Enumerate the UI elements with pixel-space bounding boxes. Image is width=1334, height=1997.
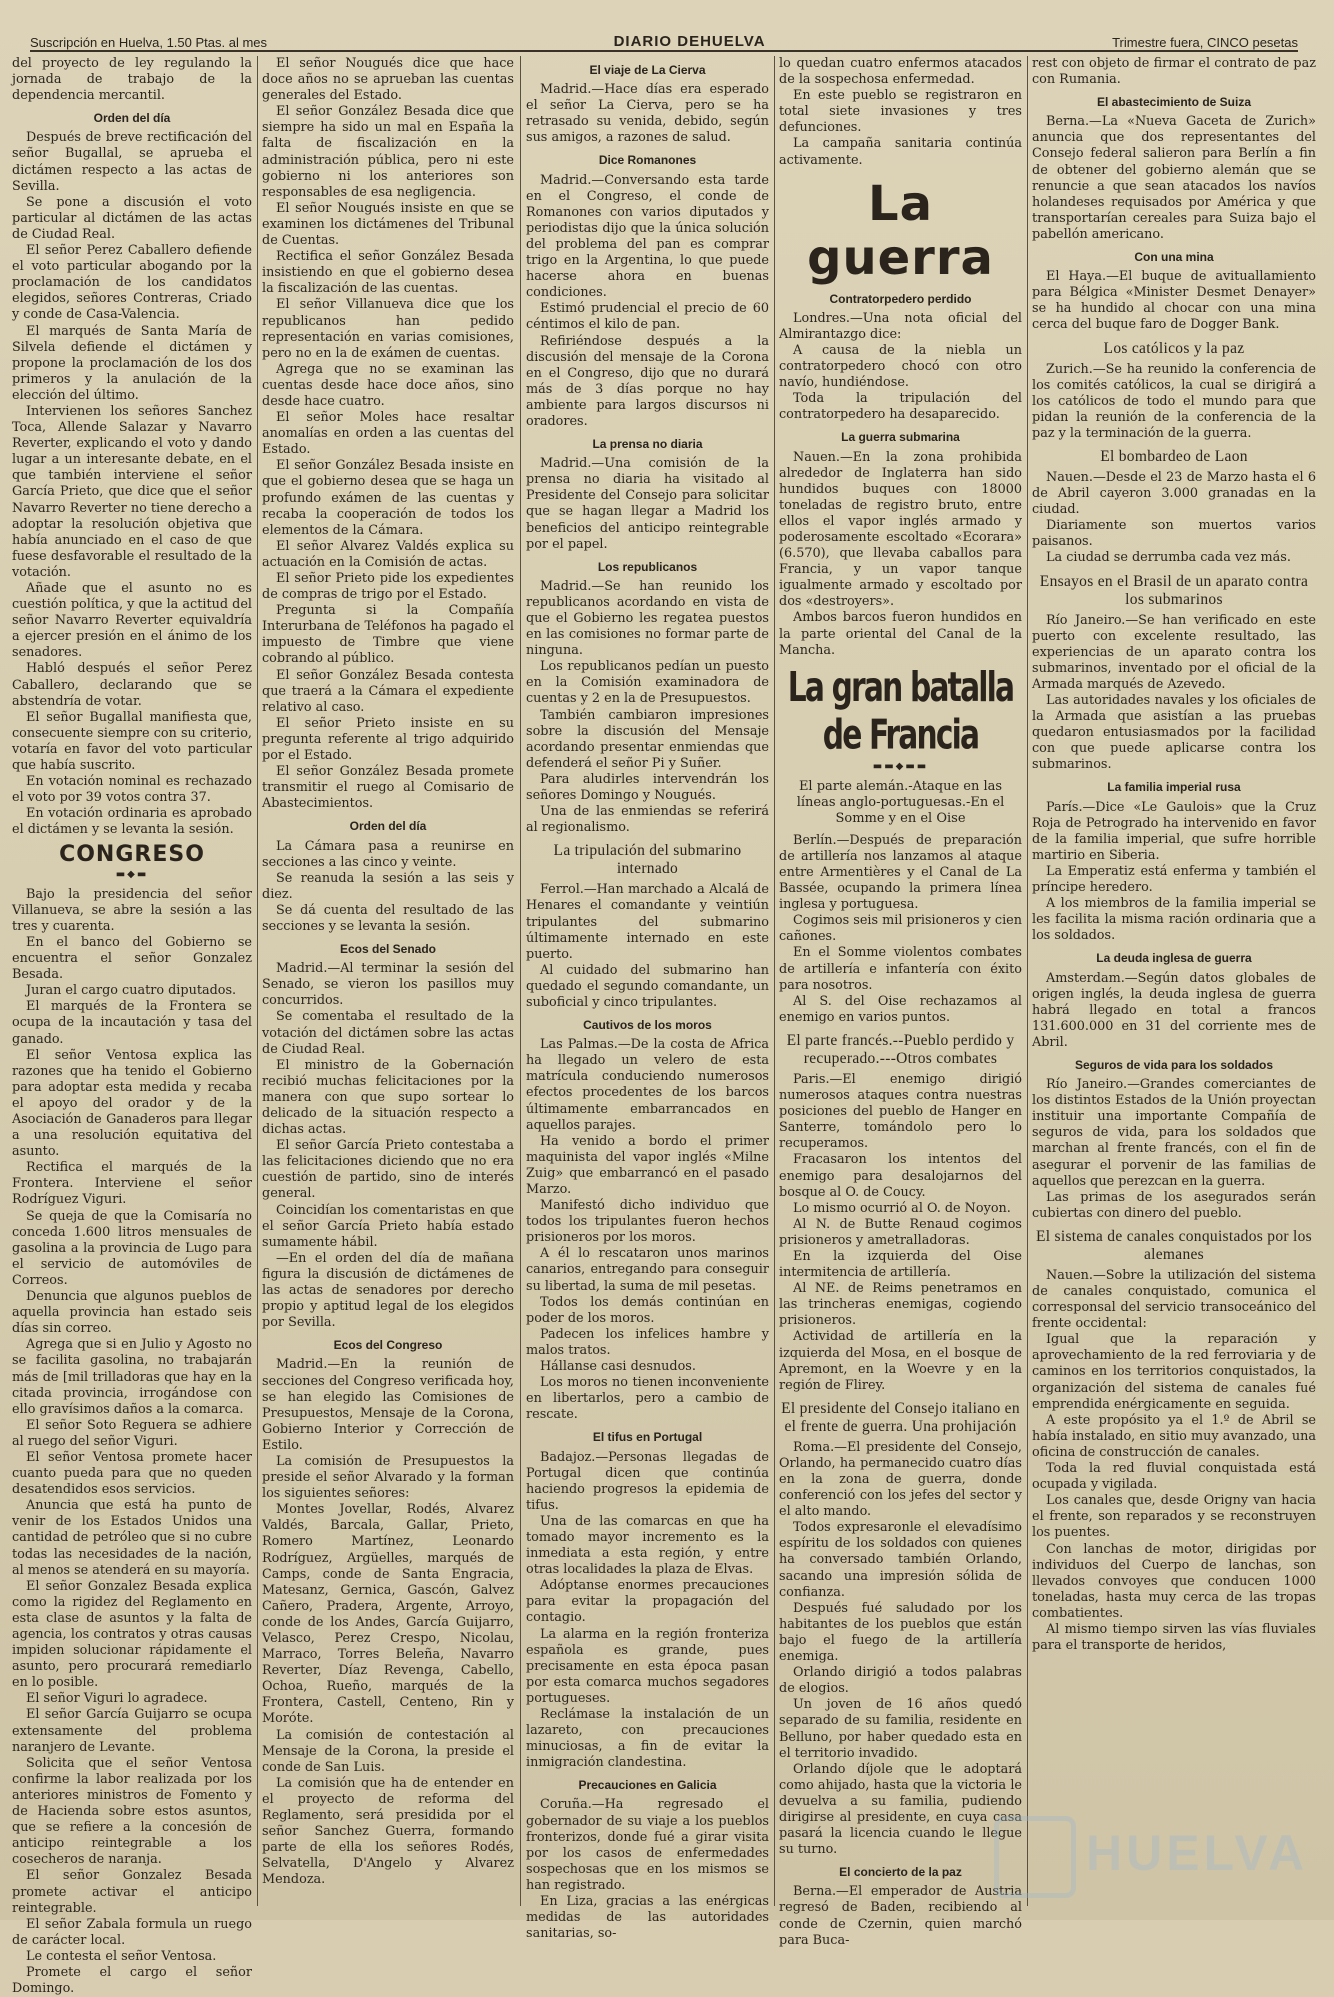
article-paragraph: A causa de la niebla un contratorpedero chocó con otro navío, hundiéndose.	[779, 342, 1022, 391]
section-heading: El bombardeo de Laon	[1100, 447, 1248, 465]
article-paragraph: El señor González Besada dice que siempre ha sido un mal en España la falta de fiscalización en la administración pública, pero ni este gobierno ni los anteriores son responsables de esa negligencia.	[262, 104, 514, 200]
page-header	[30, 26, 1298, 52]
article-paragraph: El señor Ventosa promete hacer cuanto pueda para que no queden desatendidos esos servicios.	[12, 1449, 252, 1498]
article-paragraph: El señor Prieto insiste en su pregunta referente al trigo adquirido por el Estado.	[262, 715, 514, 764]
article-paragraph: La comisión de contestación al Mensaje de la Corona, la preside el conde de San Luis.	[262, 1727, 514, 1775]
newspaper-title: DIARIO DEHUELVA	[613, 33, 766, 50]
subheading: El parte alemán.-Ataque en las líneas anglo-portuguesas.-En el Somme y en el Oise	[796, 778, 1005, 826]
article-paragraph: El señor Perez Caballero defiende el voto particular abogando por la proclamación de los candidatos elegidos, señores Contreras, Criado y conde de Casa-Valencia.	[12, 243, 252, 323]
article-paragraph: Diariamente son muertos varios paisanos.	[1032, 518, 1316, 550]
article-paragraph: Todos expresaronle el elevadísimo espíritu de los soldados con quienes ha conversado también Orlando, sacando una impresión sólida de confianza.	[779, 1520, 1022, 1600]
article-paragraph: Badajoz.—Personas llegadas de Portugal dicen que continúa haciendo progresos la epidemia de tifus.	[526, 1449, 769, 1513]
article-paragraph: Adóptanse enormes precauciones para evitar la propagación del contagio.	[526, 1578, 769, 1626]
article-paragraph: Toda la tripulación del contratorpedero ha desaparecido.	[779, 391, 1022, 423]
article-paragraph: Toda la red fluvial conquistada está ocupada y vigilada.	[1032, 1461, 1316, 1493]
article-paragraph: El señor Villanueva dice que los republicanos han pedido representación en varias comisiones, pero no en la de exámen de cuentas.	[262, 297, 514, 361]
article-paragraph: Cogimos seis mil prisioneros y cien cañones.	[779, 913, 1022, 945]
article-paragraph: El señor Viguri lo agradece.	[26, 1691, 208, 1707]
column-rule	[257, 56, 258, 1906]
article-paragraph: Zurich.—Se ha reunido la conferencia de los comités católicos, la cual se dirigirá a los católicos de todo el mundo para que pidan la reunión de la conferencia de la paz y la terminación de la guerra.	[1032, 361, 1316, 441]
article-paragraph: Rectifica el marqués de la Frontera. Interviene el señor Rodríguez Viguri.	[12, 1160, 252, 1208]
section-heading: Dice Romanones	[598, 153, 697, 168]
article-paragraph: En votación nominal es rechazado el voto por 39 votos contra 37.	[12, 774, 252, 806]
section-heading: Los republicanos	[597, 559, 698, 574]
article-paragraph: Madrid.—Hace días era esperado el señor La Cierva, pero se ha retrasado su venida, debido, según sus amigos, a razones de salud.	[526, 82, 769, 146]
ornament: ▬▬◆▬▬	[872, 760, 929, 772]
article-paragraph: El señor Nougués dice que hace doce años no se aprueban las cuentas generales del Estado.	[262, 56, 514, 104]
article-paragraph: El señor González Besada insiste en que el gobierno desea que se haga un profundo exámen de las cuentas y recaba la cooperación de todos los elementos de la Cámara.	[262, 458, 514, 538]
article-paragraph: lo quedan cuatro enfermos atacados de la sospechosa enfermedad.	[779, 56, 1022, 88]
article-paragraph: Ha venido a bordo el primer maquinista del vapor inglés «Milne Zuig» que embarrancó en el pasado Marzo.	[526, 1133, 769, 1197]
article-paragraph: Lo mismo ocurrió al O. de Noyon.	[793, 1200, 1011, 1216]
article-paragraph: Manifestó dicho individuo que todos los tripulantes fueron hechos prisioneros por los moros.	[526, 1198, 769, 1246]
article-paragraph: Fracasaron los intentos del enemigo para desalojarnos del bosque al O. de Coucy.	[779, 1152, 1022, 1200]
article-paragraph: Se pone a discusión el voto particular al dictámen de las actas de Ciudad Real.	[12, 194, 252, 242]
article-paragraph: rest con objeto de firmar el contrato de paz con Rumania.	[1032, 56, 1316, 88]
article-paragraph: Agrega que si en Julio y Agosto no se facilita gasolina, no trabajarán más de [mil trilladoras que hay en la citada provincia, irrogándose con ello gravísimos daños a la comarca.	[12, 1337, 252, 1417]
article-paragraph: El señor Prieto pide los expedientes de compras de trigo por el Estado.	[262, 571, 514, 603]
article-paragraph: Nauen.—Desde el 23 de Marzo hasta el 6 de Abril cayeron 3.000 granadas en la ciudad.	[1032, 469, 1316, 518]
section-heading: Ecos del Congreso	[333, 1338, 443, 1353]
article-paragraph: El señor García Prieto contestaba a las felicitaciones diciendo que no era cuestión de partido, sino de interés general.	[262, 1138, 514, 1202]
article-paragraph: Habló después el señor Perez Caballero, declarando que se abstendría de votar.	[12, 661, 252, 709]
article-paragraph: La Emperatiz está enferma y también el príncipe heredero.	[1032, 863, 1316, 896]
article-paragraph: En este pueblo se registraron en total siete invasiones y tres defunciones.	[779, 88, 1022, 136]
article-paragraph: Las autoridades navales y los oficiales de la Armada que asistían a las pruebas quedaron entusiasmados por la facilidad con que puede aplicarse contra los submarinos.	[1032, 693, 1316, 773]
article-paragraph: Reclámase la instalación de un lazareto, con precauciones minuciosas, a fin de evitar la inmigración clandestina.	[526, 1707, 769, 1771]
article-paragraph: Se comentaba el resultado de la votación del dictámen sobre las actas de Ciudad Real.	[262, 1009, 514, 1057]
section-heading: La familia imperial rusa	[1107, 780, 1241, 795]
article-paragraph: A los miembros de la familia imperial se les facilita la misma ración ordinaria que a los soldados.	[1032, 896, 1316, 944]
article-paragraph: Anuncia que está ha punto de venir de los Estados Unidos una cantidad de petróleo que si no cubre todas las necesidades de la nación, al menos se atenderá en su mayoría.	[12, 1498, 252, 1578]
article-paragraph: A este propósito ya el 1.º de Abril se había instalado, en sitio muy avanzado, una oficina de construcción de canales.	[1032, 1412, 1316, 1460]
article-paragraph: Madrid.—Conversando esta tarde en el Congreso, el conde de Romanones con varios diputados y periodistas dijo que la única solución del problema del pan es comprar trigo en la Argentina, lo que puede hacerse ahora en buenas condiciones.	[526, 172, 769, 301]
la-guerra-heading: La guerra	[807, 175, 994, 286]
article-paragraph: Intervienen los señores Sanchez Toca, Allende Salazar y Navarro Reverter, explicando el voto y dando lugar a un interesante debate, en el que también interviene el señor García Prieto, que dice que el señor Navarro Reverter no tiene derecho a adoptar la resolución objetiva que había anunciado en el caso de que fuese desfavorable el resultado de la votación.	[12, 403, 252, 580]
article-paragraph: Después fué saludado por los habitantes de los pueblos que están bajo el fuego de la artillería enemiga.	[779, 1600, 1022, 1665]
article-paragraph: El señor Nougués insiste en que se examinen los dictámenes del Tribunal de Cuentas.	[262, 200, 514, 249]
section-heading: El parte francés.--Pueblo perdido y recuperado.---Otros combates	[786, 1031, 1015, 1067]
article-paragraph: En votación ordinaria es aprobado el dictámen y se levanta la sesión.	[12, 806, 252, 838]
section-heading: El presidente del Consejo italiano en el frente de guerra. Una prohijación	[781, 1399, 1020, 1435]
article-paragraph: A él lo rescataron unos marinos canarios, entregando para conseguir su libertad, la suma de mil pesetas.	[526, 1246, 769, 1294]
article-paragraph: El Haya.—El buque de avituallamiento para Bélgica «Minister Desmet Denayer» se ha hundido al chocar con una mina cerca del buque faro de Dogger Bank.	[1032, 269, 1316, 333]
article-paragraph: Río Janeiro.—Se han verificado en este puerto con excelente resultado, las experiencias de un aparato contra los submarinos, inventado por el oficial de la Armada marqués de Azevedo.	[1032, 612, 1316, 692]
subscription-price: Suscripción en Huelva, 1.50 Ptas. al mes	[30, 35, 268, 50]
article-paragraph: El señor González Besada contesta que traerá a la Cámara el expediente relativo al caso.	[262, 667, 514, 715]
section-heading: La deuda inglesa de guerra	[1096, 951, 1252, 966]
article-paragraph: Se reanuda la sesión a las seis y diez.	[262, 870, 514, 902]
article-paragraph: La alarma en la región fronteriza española es grande, pues precisamente en esta época pasan por esta comarca muchos segadores portugueses.	[526, 1626, 769, 1706]
article-paragraph: Madrid.—En la reunión de secciones del Congreso verificada hoy, se han elegido las Comisiones de Presupuestos, Mensaje de la Corona, Gobierno Interior y Corrección de Estilo.	[262, 1357, 514, 1453]
section-heading: La prensa no diaria	[592, 437, 703, 452]
article-paragraph: En Liza, gracias a las enérgicas medidas de las autoridades sanitarias, so-	[526, 1894, 769, 1942]
article-paragraph: Se dá cuenta del resultado de las secciones y se levanta la sesión.	[262, 902, 514, 934]
article-paragraph: Al S. del Oise rechazamos al enemigo en varios puntos.	[779, 993, 1022, 1025]
article-paragraph: Todos los demás continúan en poder de los moros.	[526, 1294, 769, 1326]
article-paragraph: Añade que el asunto no es cuestión política, y que la actitud del señor Navarro Reverter equivaldría a ejercer presión en el ánimo de los senadores.	[12, 581, 252, 661]
article-paragraph: Pregunta si la Compañía Interurbana de Teléfonos ha pagado el impuesto de Timbre que viene cobrando al público.	[262, 603, 514, 667]
article-paragraph: Hállanse casi desnudos.	[540, 1359, 696, 1375]
article-paragraph: Bajo la presidencia del señor Villanueva, se abre la sesión a las tres y cuarenta.	[12, 886, 252, 934]
watermark-text: HUELVA	[1086, 1825, 1309, 1881]
article-paragraph: Al mismo tiempo sirven las vías fluviales para el transporte de heridos,	[1032, 1621, 1316, 1654]
section-heading: El abastecimiento de Suiza	[1096, 95, 1252, 110]
article-paragraph: Solicita que el señor Ventosa confirme la labor realizada por los anteriores ministros de Fomento y de Hacienda sobre estos asuntos, que se refiere a la concesión de anticipo reintegrable a los cosecheros de naranja.	[12, 1755, 252, 1868]
article-paragraph: Londres.—Una nota oficial del Almirantazgo dice:	[779, 310, 1022, 342]
article-paragraph: El señor Ventosa explica las razones que ha tenido el Gobierno para adoptar esta medida y recaba el apoyo del orador y de la Asociación de Ganaderos para llegar a una resolución equitativa del asunto.	[12, 1047, 252, 1160]
article-paragraph: Berna.—El emperador de Austria regresó de Baden, recibiendo al conde de Czernin, quien marchó para Buca-	[779, 1884, 1022, 1948]
article-paragraph: El señor González Besada promete transmitir el ruego al Comisario de Abastecimientos.	[262, 764, 514, 812]
article-paragraph: El señor Soto Reguera se adhiere al ruego del señor Viguri.	[12, 1417, 252, 1449]
article-paragraph: Orlando dirigió a todos palabras de elogios.	[779, 1665, 1022, 1697]
article-paragraph: Una de las comarcas en que ha tomado mayor incremento es la inmediata a esta región, y entre otras localidades la plaza de Elvas.	[526, 1513, 769, 1578]
columns	[12, 56, 1320, 1997]
congreso-heading: CONGRESO	[59, 841, 205, 867]
archive-watermark	[994, 1810, 1309, 1900]
article-paragraph: Ferrol.—Han marchado a Alcalá de Henares el comandante y veintiún tripulantes del submarino últimamente internado en este puerto.	[526, 882, 769, 962]
section-heading: El viaje de La Cierva	[589, 63, 706, 77]
article-paragraph: El señor Moles hace resaltar anomalías en orden a las cuentas del Estado.	[262, 410, 514, 458]
article-paragraph: Al N. de Butte Renaud cogimos prisioneros y ametralladoras.	[779, 1216, 1022, 1248]
section-heading: El sistema de canales conquistados por los alemanes	[1035, 1227, 1313, 1263]
article-paragraph: Río Janeiro.—Grandes comerciantes de los distintos Estados de la Unión proyectan instituir una importante Compañía de seguros de vida, para los soldados que marchan al frente francés, con el fin de asegurar el porvenir de las familias de aquellos que perezcan en la guerra.	[1032, 1077, 1316, 1189]
article-paragraph: Montes Jovellar, Rodés, Alvarez Valdés, Barcala, Gallar, Prieto, Romero Martínez, Leonardo Rodríguez, Argüelles, marqués de Camps, conde de Santa Engracia, Matesanz, Gernica, Gascón, Galvez Cañero, Pradera, Argente, Arroyo, conde de los Andes, García Guijarro, Velasco, Perez Crespo, Nicolau, Marraco, Torres Beleña, Navarro Reverter, Díaz Revenga, Cabello, Ochoa, Rueño, marqués de la Frontera, Castell, Centeno, Rin y Moróte.	[262, 1502, 514, 1727]
article-paragraph: Igual que la reparación y aprovechamiento de la red ferroviaria y de caminos en los territorios conquistados, la organización del sistema de canales fué emprendida enérgicamente en seguida.	[1032, 1332, 1316, 1412]
article-paragraph: Los moros no tienen inconveniente en libertarlos, pero a cambio de rescate.	[526, 1375, 769, 1423]
ornament: ▬◆▬	[115, 868, 149, 880]
article-paragraph: El señor Gonzalez Besada promete activar el anticipo reintegrable.	[12, 1868, 252, 1916]
article-paragraph: Nauen.—Sobre la utilización del sistema de canales conquistado, comunica el corresponsal del servicio transoceánico del frente occidental:	[1032, 1267, 1316, 1332]
article-paragraph: La Cámara pasa a reunirse en secciones a las cinco y veinte.	[262, 838, 514, 870]
article-paragraph: Después de breve rectificación del señor Bugallal, se aprueba el dictámen respecto a las actas de Sevilla.	[12, 130, 252, 194]
article-paragraph: Orlando díjole que le adoptará como ahijado, hasta que la victoria le devuelva a su familia, pudiendo dirigirse al presidente, en cuya casa pasará la licencia cuando le llegue su turno.	[779, 1761, 1022, 1858]
article-paragraph: En el banco del Gobierno se encuentra el señor Gonzalez Besada.	[12, 934, 252, 983]
article-paragraph: Las Palmas.—De la costa de Africa ha llegado un velero de esta matrícula conduciendo numerosos efectos procedentes de los barcos últimamente embarrancados en aquellos parajes.	[526, 1037, 769, 1133]
quarterly-price: Trimestre fuera, CINCO pesetas	[1112, 35, 1298, 50]
article-paragraph: La comisión de Presupuestos la preside el señor Alvarado y la forman los siguientes señores:	[262, 1453, 514, 1502]
article-paragraph: Estimó prudencial el precio de 60 céntimos el kilo de pan.	[526, 301, 769, 333]
article-paragraph: Con lanchas de motor, dirigidas por individuos del Cuerpo de lanchas, son llevados convoyes que conducen 1000 toneladas, hasta muy cerca de las tropas combatientes.	[1032, 1541, 1316, 1621]
section-heading: Orden del día	[349, 819, 427, 834]
article-paragraph: Nauen.—En la zona prohibida alrededor de Inglaterra han sido hundidos buques con 18000 toneladas de registro bruto, entre ellos el vapor inglés armado y poderosamente escoltado «Ecorara» (6.570), que llevaba caballos para Francia, y un vapor tanque igualmente armado y escoltado por dos «destroyers».	[779, 449, 1022, 610]
article-paragraph: Una de las enmiendas se referirá al regionalismo.	[526, 804, 769, 836]
section-heading: Contratorpedero perdido	[829, 291, 972, 306]
column-foreign-news	[1032, 56, 1316, 1906]
article-paragraph: Madrid.—Se han reunido los republicanos acordando en vista de que el Gobierno les regatea puestos en las comisiones no formar parte de ninguna.	[526, 578, 769, 659]
article-paragraph: Padecen los infelices hambre y malos tratos.	[526, 1326, 769, 1358]
article-paragraph: Se queja de que la Comisaría no conceda 1.600 litros mensuales de gasolina a la provincia de Lugo para el servicio de automóviles de Correos.	[12, 1208, 252, 1288]
article-paragraph: La campaña sanitaria continúa activamente.	[779, 136, 1022, 168]
section-heading: Cautivos de los moros	[583, 1018, 712, 1033]
article-paragraph: Amsterdam.—Según datos globales de origen inglés, la deuda inglesa de guerra habrá llegado en total a francos 131.600.000 en 31 del corriente mes de Abril.	[1032, 970, 1316, 1050]
article-paragraph: Madrid.—Una comisión de la prensa no diaria ha visitado al Presidente del Consejo para solicitar que se hagan llegar a Madrid los beneficios del anticipo reintegrable por el papel.	[526, 456, 769, 552]
article-paragraph: Refiriéndose después a la discusión del mensaje de la Corona en el Congreso, dijo que no durará más de 3 días porque no hay ambiente para largos discursos ni oradores.	[526, 333, 769, 429]
section-heading: Seguros de vida para los soldados	[1074, 1057, 1274, 1072]
article-paragraph: Para aludirles intervendrán los señores Domingo y Nougués.	[526, 771, 769, 804]
article-paragraph: Juran el cargo cuatro diputados.	[26, 983, 237, 999]
article-paragraph: El señor Gonzalez Besada explica como la rigidez del Reglamento en esta clase de asuntos y la falta de agencia, los contratos y otras causas impiden solucionar rápidamente el asunto, pero procurará remediarlo en lo posible.	[12, 1578, 252, 1691]
article-paragraph: Roma.—El presidente del Consejo, Orlando, ha permanecido cuatro días en la zona de guerra, donde conferenció con los jefes del sector y el alto mando.	[779, 1439, 1022, 1520]
article-paragraph: Madrid.—Al terminar la sesión del Senado, se vieron los pasillos muy concurridos.	[262, 961, 514, 1009]
article-paragraph: El señor García Guijarro se ocupa extensamente del problema naranjero de Levante.	[12, 1707, 252, 1755]
article-paragraph: Un joven de 16 años quedó separado de su familia, residente en Belluno, por haber quedado esta en el territorio invadido.	[779, 1697, 1022, 1761]
article-paragraph: La comisión que ha de entender en el proyecto de reforma del Reglamento, será presidida por el señor Sanchez Guerra, formando parte de ella los señores Rodés, Selvatella, D'Angelo y Alvarez Mendoza.	[262, 1775, 514, 1888]
section-heading: Ensayos en el Brasil de un aparato contra los submarinos	[1039, 572, 1309, 608]
column-senado	[12, 56, 252, 1997]
section-heading: El tifus en Portugal	[592, 1430, 703, 1445]
article-paragraph: Rectifica el señor González Besada insistiendo en que el gobierno desea la fiscalización de las cuentas.	[262, 249, 514, 297]
section-heading: Los católicos y la paz	[1103, 339, 1245, 357]
section-heading: Ecos del Senado	[339, 942, 437, 957]
column-rule	[1027, 56, 1028, 1906]
article-paragraph: También cambiaron impresiones sobre la discusión del Mensaje acordando presentar enmiendas que defenderá el señor Pi y Suñer.	[526, 707, 769, 771]
section-heading: El concierto de la paz	[839, 1865, 962, 1880]
article-paragraph: Los canales que, desde Origny van hacia el frente, son reparados y se reconstruyen los puentes.	[1032, 1493, 1316, 1541]
article-paragraph: El señor Zabala formula un ruego de carácter local.	[12, 1916, 252, 1948]
column-rule	[520, 56, 521, 1906]
article-paragraph: Paris.—El enemigo dirigió numerosos ataques contra nuestras posiciones del pueblo de Hanger en Santerre, tomándolo pero lo recuperamos.	[779, 1071, 1022, 1152]
article-paragraph: Coruña.—Ha regresado el gobernador de su viaje a los pueblos fronterizos, donde fué a girar visita por los casos de enfermedades sospechosas que en los mismos se han registrado.	[526, 1797, 769, 1893]
section-heading: Con una mina	[1134, 250, 1214, 265]
article-paragraph: El señor Bugallal manifiesta que, consecuente siempre con su criterio, votaría en favor del voto particular que había suscrito.	[12, 709, 252, 774]
article-paragraph: Ambos barcos fueron hundidos en la parte oriental del Canal de la Mancha.	[779, 610, 1022, 658]
article-paragraph: Le contesta el señor Ventosa.	[26, 1948, 217, 1964]
article-paragraph: Berna.—La «Nueva Gaceta de Zurich» anuncia que dos representantes del Consejo federal salieron para Berlín a fin de obtener del gobierno alemán que se renuncie a que sean atacados los navíos holandeses requisados por América y que transportarían cereales para Suiza bajo el pabellón americano.	[1032, 114, 1316, 242]
column-rule	[774, 56, 775, 1906]
article-paragraph: Las primas de los asegurados serán cubiertas con dinero del pueblo.	[1032, 1189, 1316, 1221]
article-paragraph: En el Somme violentos combates de artillería e infantería con éxito para nosotros.	[779, 945, 1022, 993]
article-paragraph: Denuncia que algunos pueblos de aquella provincia han estado seis días sin correo.	[12, 1289, 252, 1337]
article-paragraph: El señor Alvarez Valdés explica su actuación en la Comisión de actas.	[262, 538, 514, 570]
article-paragraph: La ciudad se derrumba cada vez más.	[1046, 550, 1291, 566]
section-heading: La guerra submarina	[841, 430, 960, 445]
archive-logo-icon	[994, 1816, 1076, 1898]
article-paragraph: Al NE. de Reims penetramos en las trincheras enemigas, cogiendo prisioneros.	[779, 1281, 1022, 1329]
column-congreso	[262, 56, 514, 1906]
column-national-news	[526, 56, 769, 1942]
column-war	[779, 56, 1022, 1948]
article-paragraph: Promete el cargo el señor Domingo.	[12, 1964, 252, 1997]
article-paragraph: —En el orden del día de mañana figura la discusión de dictámenes de las actas de senadores por derecho propio y aptitud legal de los elegidos por Sevilla.	[262, 1250, 514, 1331]
article-paragraph: Berlín.—Después de preparación de artillería nos lanzamos al ataque entre Armentières y el Canal de La Bassée, ocupando la primera línea inglesa y portuguesa.	[779, 832, 1022, 913]
article-paragraph: del proyecto de ley regulando la jornada de trabajo de la dependencia mercantil.	[12, 56, 252, 104]
article-paragraph: Actividad de artillería en la izquierda del Mosa, en el bosque de Apremont, en la Woevre y en la región de Flirey.	[779, 1329, 1022, 1393]
section-heading: La tripulación del submarino internado	[553, 842, 742, 878]
article-paragraph: El marqués de Santa María de Silvela defiende el dictámen y propone la proclamación de los dos primeros y la anulación de la elección del último.	[12, 323, 252, 403]
section-heading: Precauciones en Galicia	[578, 1778, 717, 1793]
article-paragraph: El ministro de la Gobernación recibió muchas felicitaciones por la manera con que supo sortear lo delicado de la situación respecto a dichas actas.	[262, 1057, 514, 1138]
section-heading: Orden del día	[93, 111, 171, 126]
article-paragraph: En la izquierda del Oise intermitencia de artillería.	[779, 1248, 1022, 1281]
article-paragraph: París.—Dice «Le Gaulois» que la Cruz Roja de Petrogrado ha intervenido en favor de la familia imperial, que sufre horrible martirio en Siberia.	[1032, 799, 1316, 863]
article-paragraph: Los republicanos pedían un puesto en la Comisión examinadora de cuentas y 2 en la de Presupuestos.	[526, 659, 769, 707]
gran-batalla-heading: La gran batalla de Francia	[787, 661, 1014, 759]
article-paragraph: Coincidían los comentaristas en que el señor García Prieto había estado sumamente hábil.	[262, 1202, 514, 1250]
article-paragraph: Al cuidado del submarino han quedado el segundo comandante, un suboficial y cinco tripulantes.	[526, 962, 769, 1010]
article-paragraph: Agrega que no se examinan las cuentas desde hace doce años, sino desde hace cuatro.	[262, 361, 514, 409]
article-paragraph: El marqués de la Frontera se ocupa de la incautación y tasa del ganado.	[12, 999, 252, 1047]
